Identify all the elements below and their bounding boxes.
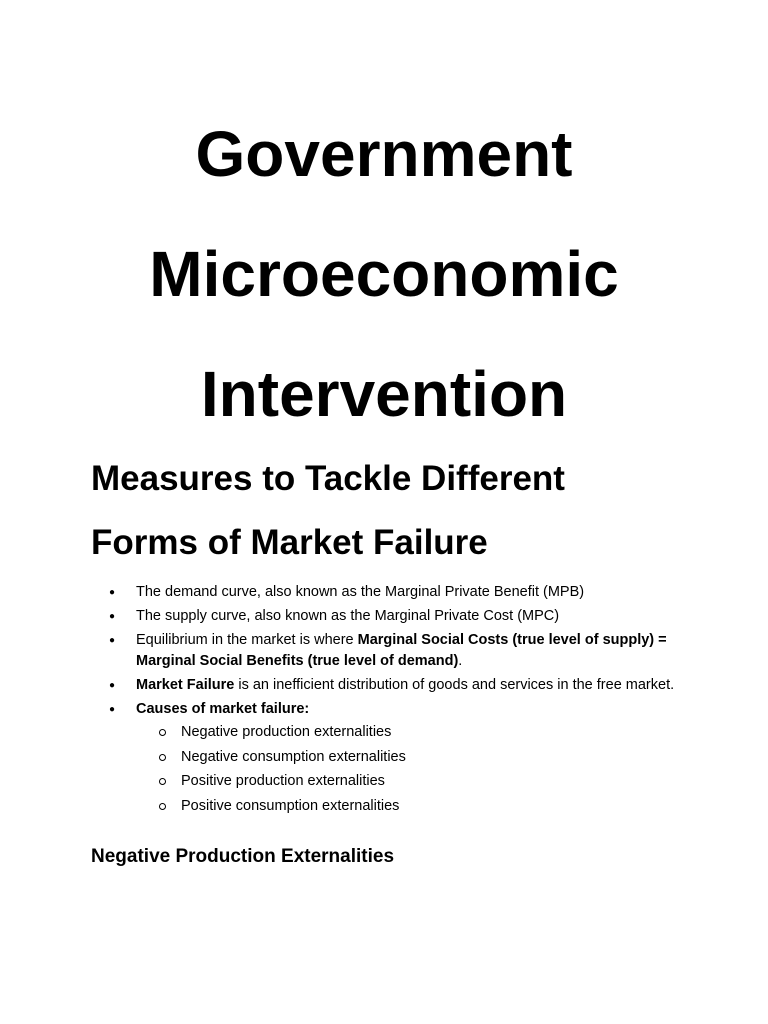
causes-label: Causes of market failure:: [136, 701, 310, 717]
bullet-market-failure: [91, 675, 691, 696]
bullet-list: [91, 582, 691, 820]
list-item: Positive consumption externalities: [136, 796, 691, 817]
subtitle-line-2: Forms of Market Failure: [91, 523, 488, 562]
document-title: [0, 94, 768, 454]
section-subtitle: [91, 447, 711, 575]
bullet-supply: ● The supply curve, also known as the Marginal Private Cost (MPC): [91, 606, 691, 627]
section-heading: Negative Production Externalities: [91, 846, 395, 867]
title-line-3: Intervention: [200, 358, 568, 430]
equilibrium-end: .: [458, 653, 463, 669]
equilibrium-bold-text: Marginal Social Costs (true level of supply) = Marginal Social Benefits (true level of demand): [136, 632, 667, 669]
title-line-1: Government: [195, 118, 573, 190]
list-item: Negative consumption externalities: [136, 747, 691, 768]
list-item: Negative production externalities: [136, 722, 691, 743]
bullet-demand: ● The demand curve, also known as the Marginal Private Benefit (MPB): [91, 582, 691, 603]
list-item: Positive production externalities: [136, 771, 691, 792]
equilibrium-text: Equilibrium in the market is where: [136, 632, 358, 648]
subtitle-line-1: Measures to Tackle Different: [91, 459, 565, 498]
title-line-2: Microeconomic: [149, 238, 619, 310]
causes-sublist: [136, 722, 691, 817]
market-failure-term: Market Failure: [136, 677, 235, 693]
bullet-causes: [91, 699, 691, 817]
bullet-equilibrium: [91, 630, 691, 672]
market-failure-definition: is an inefficient distribution of goods and services in the free market.: [234, 677, 675, 693]
